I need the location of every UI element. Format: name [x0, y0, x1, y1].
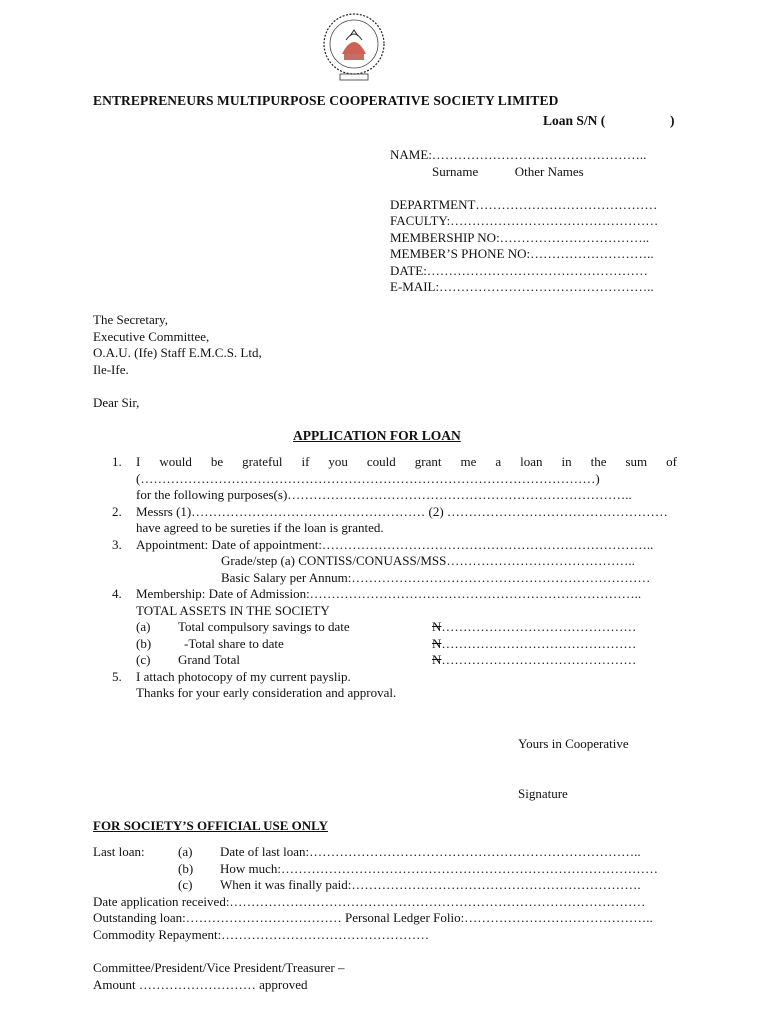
- list-item: [112, 504, 677, 521]
- thanks-note: Thanks for your early consideration and approval.: [136, 685, 397, 700]
- asset-row: [112, 652, 677, 669]
- basic-salary-field[interactable]: Basic Salary per Annum:……………………………………………………………: [221, 569, 651, 585]
- other-names-label: Other Names: [514, 164, 584, 179]
- item-number: 4.: [112, 586, 122, 601]
- name-sublabels: [432, 164, 584, 181]
- official-use-heading: FOR SOCIETY’S OFFICIAL USE ONLY: [93, 818, 329, 833]
- payslip-note: I attach photocopy of my current payslip.: [136, 668, 351, 684]
- department-field[interactable]: DEPARTMENT……………………………………: [390, 196, 658, 212]
- closing-yours: Yours in Cooperative: [518, 736, 629, 751]
- asset-row-text: Grand Total: [178, 652, 241, 667]
- loan-request-text: [136, 454, 677, 471]
- loan-request-word: grateful: [242, 454, 283, 469]
- item-number: 5.: [112, 668, 122, 684]
- loan-request-word: you: [328, 454, 348, 469]
- last-loan-paid-field[interactable]: When it was finally paid:………………………………………………………….: [220, 877, 641, 892]
- amount-approved-field[interactable]: Amount ……………………… approved: [93, 976, 308, 992]
- salutation: Dear Sir,: [93, 395, 140, 410]
- loan-request-word: would: [159, 454, 192, 469]
- asset-row-label: (c): [136, 652, 151, 667]
- approval-section: [93, 960, 344, 993]
- signature-label[interactable]: Signature: [518, 786, 568, 801]
- society-title: ENTREPRENEURS MULTIPURPOSE COOPERATIVE SOCIETY LIMITED: [93, 93, 559, 108]
- item-number: 1.: [112, 454, 122, 469]
- last-loan-row-label: (c): [178, 877, 193, 892]
- asset-amount-field[interactable]: N………………………………………: [432, 635, 637, 651]
- loan-request-word: sum: [625, 454, 648, 469]
- date-field[interactable]: DATE:……………………………………………: [390, 262, 648, 278]
- application-items: [112, 454, 677, 702]
- loan-request-word: me: [460, 454, 477, 469]
- loan-request-word: grant: [414, 454, 442, 469]
- total-assets-label: TOTAL ASSETS IN THE SOCIETY: [136, 602, 330, 618]
- loan-request-word: in: [561, 454, 572, 469]
- loan-request-word: I: [136, 454, 141, 469]
- list-item: [112, 586, 677, 603]
- recipient-address: [93, 312, 262, 378]
- form-heading: APPLICATION FOR LOAN: [293, 428, 461, 443]
- list-item: [112, 454, 677, 471]
- last-loan-date-field[interactable]: Date of last loan:…………………………………………………………………..: [220, 844, 641, 859]
- asset-row-text: -Total share to date: [184, 635, 284, 651]
- address-line: O.A.U. (Ife) Staff E.M.C.S. Ltd,: [93, 345, 262, 360]
- loan-request-word: the: [590, 454, 607, 469]
- last-loan-row-label: (b): [178, 860, 194, 876]
- asset-row-text: Total compulsory savings to date: [178, 619, 350, 634]
- email-field[interactable]: E-MAIL:…………………………………………..: [390, 279, 654, 294]
- sureties-note: have agreed to be sureties if the loan is granted.: [136, 520, 384, 535]
- appointment-date-field[interactable]: Appointment: Date of appointment:…………………………………………………………………..: [136, 536, 654, 552]
- item-number: 3.: [112, 536, 122, 552]
- list-item: [112, 669, 677, 686]
- faculty-field[interactable]: FACULTY:…………………………………………: [390, 213, 659, 228]
- surname-label: Surname: [432, 164, 479, 179]
- address-line: Ile-Ife.: [93, 361, 129, 377]
- grade-step-field[interactable]: Grade/step (a) CONTISS/CONUASS/MSS……………………………………..: [221, 553, 635, 568]
- loan-request-word: of: [666, 454, 677, 469]
- outstanding-loan-field[interactable]: Outstanding loan:……………………………… Personal Ledger Folio:……………………………………..: [93, 910, 653, 925]
- asset-amount-field[interactable]: N………………………………………: [432, 619, 637, 634]
- loan-request-word: could: [366, 454, 396, 469]
- committee-label: Committee/President/Vice President/Treasurer –: [93, 960, 345, 975]
- loan-serial-number: [543, 113, 675, 130]
- loan-sn-label: Loan S/N (: [543, 113, 606, 128]
- date-received-field[interactable]: Date application received:……………………………………………………………………………………: [93, 893, 646, 909]
- asset-row-label: (b): [136, 635, 152, 651]
- loan-amount-field[interactable]: (……………………………………………………………………………………………): [136, 470, 600, 486]
- last-loan-row-label: (a): [178, 844, 193, 859]
- loan-sn-close: ): [670, 113, 675, 128]
- item-number: 2.: [112, 503, 122, 519]
- commodity-repayment-field[interactable]: Commodity Repayment:…………………………………………: [93, 926, 430, 942]
- membership-no-field[interactable]: MEMBERSHIP NO:……………………………..: [390, 229, 650, 245]
- last-loan-amount-field[interactable]: How much:……………………………………………………………………………: [220, 860, 659, 876]
- official-use-section: [93, 844, 693, 943]
- asset-row: [112, 619, 677, 636]
- loan-purpose-field[interactable]: for the following purposes(s)……………………………………………………………………..: [136, 487, 632, 502]
- asset-amount-field[interactable]: N………………………………………: [432, 652, 637, 667]
- sureties-field[interactable]: Messrs (1)……………………………………………… (2) ……………………………………………: [136, 503, 668, 519]
- admission-date-field[interactable]: Membership: Date of Admission:…………………………………………………………………..: [136, 586, 642, 601]
- loan-request-word: loan: [520, 454, 543, 469]
- loan-request-word: if: [301, 454, 310, 469]
- asset-row: [112, 636, 677, 653]
- name-field[interactable]: NAME:…………………………………………..: [390, 147, 647, 162]
- list-item: [112, 537, 677, 554]
- asset-row-label: (a): [136, 619, 151, 634]
- loan-request-word: be: [210, 454, 224, 469]
- last-loan-label: Last loan:: [93, 844, 145, 859]
- address-line: Executive Committee,: [93, 328, 210, 344]
- society-seal-logo: [320, 10, 388, 84]
- address-line: The Secretary,: [93, 312, 168, 327]
- phone-no-field[interactable]: MEMBER’S PHONE NO:………………………..: [390, 246, 654, 261]
- loan-request-word: a: [495, 454, 502, 469]
